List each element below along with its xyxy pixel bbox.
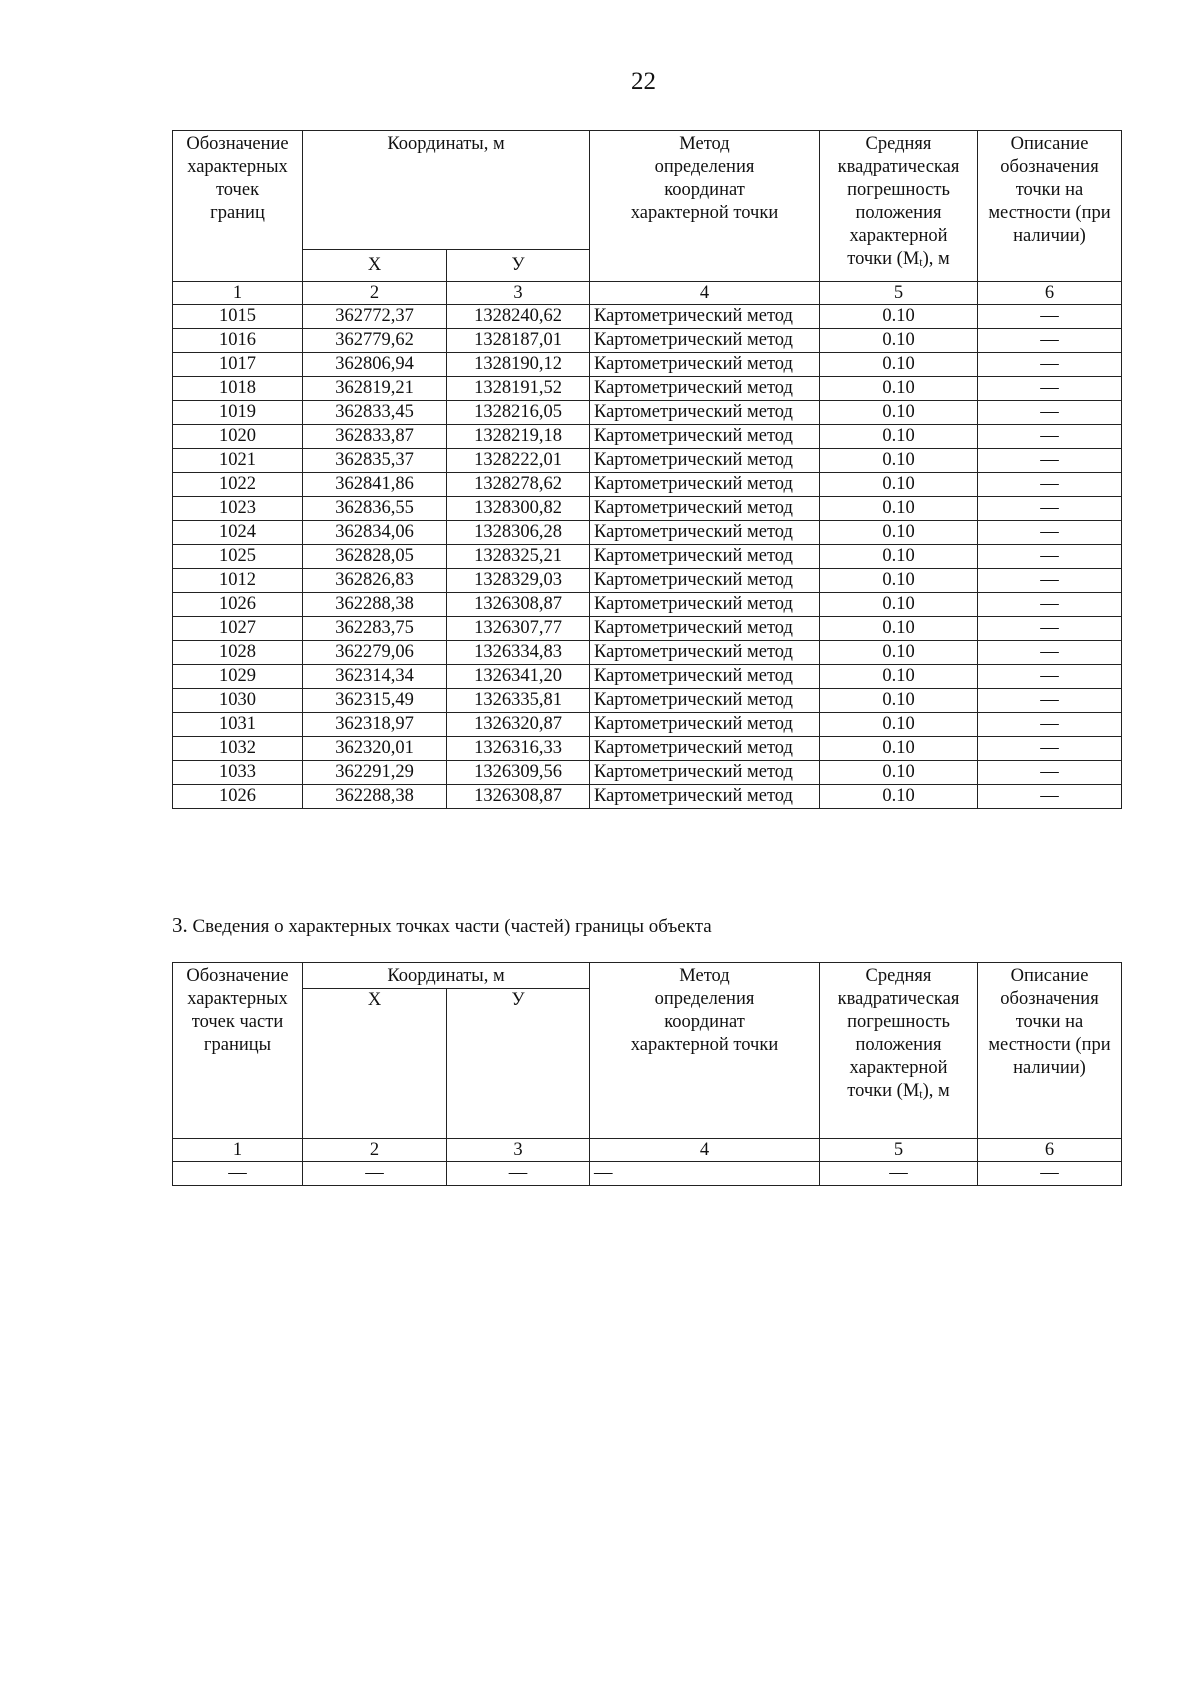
table-row [173,401,1122,425]
cell-method: Картометрический метод [590,593,820,617]
cell-desc: — [978,329,1122,353]
cell-y: 1328190,12 [447,353,590,377]
cell-id: 1023 [173,497,303,521]
cell-desc: — [978,785,1122,809]
cell-method: Картометрический метод [590,737,820,761]
table-row [173,521,1122,545]
cell-x: 362828,05 [303,545,447,569]
section-3-title: 3. Сведения о характерных точках части (частей) границы объекта [172,913,712,937]
cell-err: 0.10 [820,593,978,617]
cell-err: 0.10 [820,785,978,809]
header-coordinates: Координаты, м [303,131,590,250]
cell-method: Картометрический метод [590,545,820,569]
table-row [173,785,1122,809]
table-row [173,665,1122,689]
table-row [173,497,1122,521]
table-row [173,713,1122,737]
cell-y: 1328240,62 [447,305,590,329]
cell-x: 362283,75 [303,617,447,641]
cell-method: Картометрический метод [590,713,820,737]
cell-id: 1028 [173,641,303,665]
cell-err: 0.10 [820,425,978,449]
cell-err: 0.10 [820,521,978,545]
table-row [173,617,1122,641]
cell-desc: — [978,401,1122,425]
cell-y: 1328325,21 [447,545,590,569]
cell-x: 362320,01 [303,737,447,761]
cell-method: Картометрический метод [590,425,820,449]
cell-id: 1025 [173,545,303,569]
cell-id: 1026 [173,593,303,617]
table-row [173,353,1122,377]
header-x: Х [303,250,447,282]
cell-x: 362835,37 [303,449,447,473]
header-y: У [447,989,590,1139]
cell-id: 1022 [173,473,303,497]
cell-x: 362836,55 [303,497,447,521]
cell-y: 1326341,20 [447,665,590,689]
header-description: Описание обозначения точки на местности (при наличии) [978,131,1122,282]
cell-method: Картометрический метод [590,569,820,593]
cell-id: 1019 [173,401,303,425]
cell-id: 1017 [173,353,303,377]
cell-y: 1326308,87 [447,785,590,809]
header-method: Метод определения координат характерной точки [590,131,820,282]
cell-method: — [590,1162,820,1186]
cell-desc: — [978,449,1122,473]
header-point-designation: Обозначение характерных точек части границы [173,963,303,1139]
table-row [173,593,1122,617]
cell-x: 362826,83 [303,569,447,593]
cell-x: 362279,06 [303,641,447,665]
cell-id: 1031 [173,713,303,737]
cell-y: 1326320,87 [447,713,590,737]
cell-x: 362315,49 [303,689,447,713]
cell-err: 0.10 [820,497,978,521]
cell-desc: — [978,497,1122,521]
cell-y: — [447,1162,590,1186]
table-row [173,689,1122,713]
cell-desc: — [978,713,1122,737]
table-row [173,641,1122,665]
table-row [173,545,1122,569]
cell-err: 0.10 [820,377,978,401]
header-y: У [447,250,590,282]
cell-err: 0.10 [820,689,978,713]
cell-id: 1016 [173,329,303,353]
cell-err: 0.10 [820,401,978,425]
table-row [173,329,1122,353]
cell-desc: — [978,305,1122,329]
cell-x: 362772,37 [303,305,447,329]
cell-method: Картометрический метод [590,377,820,401]
page-number: 22 [631,68,656,95]
cell-err: 0.10 [820,641,978,665]
cell-err: 0.10 [820,617,978,641]
cell-method: Картометрический метод [590,401,820,425]
cell-x: 362318,97 [303,713,447,737]
column-numbers-row: 1 2 3 4 5 6 [173,1139,1122,1162]
boundary-part-points-table [172,962,1122,1186]
header-mean-square-error: Средняя квадратическая погрешность положения характерной точки (Мt), м [820,963,978,1139]
cell-method: Картометрический метод [590,521,820,545]
cell-method: Картометрический метод [590,449,820,473]
cell-x: 362291,29 [303,761,447,785]
cell-id: 1012 [173,569,303,593]
cell-err: 0.10 [820,665,978,689]
cell-desc: — [978,569,1122,593]
cell-method: Картометрический метод [590,785,820,809]
cell-y: 1326307,77 [447,617,590,641]
header-method: Метод определения координат характерной точки [590,963,820,1139]
cell-method: Картометрический метод [590,665,820,689]
cell-x: 362314,34 [303,665,447,689]
header-point-designation: Обозначение характерных точек границ [173,131,303,282]
cell-id: 1020 [173,425,303,449]
cell-desc: — [978,593,1122,617]
cell-x: 362841,86 [303,473,447,497]
cell-err: — [820,1162,978,1186]
cell-method: Картометрический метод [590,641,820,665]
cell-desc: — [978,737,1122,761]
table-row [173,425,1122,449]
cell-y: 1328219,18 [447,425,590,449]
cell-y: 1328278,62 [447,473,590,497]
cell-x: 362833,87 [303,425,447,449]
cell-method: Картометрический метод [590,761,820,785]
header-description: Описание обозначения точки на местности (при наличии) [978,963,1122,1139]
cell-x: 362288,38 [303,785,447,809]
cell-y: 1328216,05 [447,401,590,425]
header-x: Х [303,989,447,1139]
cell-err: 0.10 [820,353,978,377]
cell-method: Картометрический метод [590,497,820,521]
cell-x: 362779,62 [303,329,447,353]
cell-method: Картометрический метод [590,353,820,377]
cell-x: — [303,1162,447,1186]
cell-id: 1033 [173,761,303,785]
table-row [173,449,1122,473]
column-numbers-row: 1 2 3 4 5 6 [173,282,1122,305]
cell-method: Картометрический метод [590,689,820,713]
cell-err: 0.10 [820,737,978,761]
table-row [173,305,1122,329]
cell-x: 362833,45 [303,401,447,425]
cell-desc: — [978,689,1122,713]
cell-id: 1030 [173,689,303,713]
cell-id: 1027 [173,617,303,641]
cell-desc: — [978,521,1122,545]
cell-y: 1328306,28 [447,521,590,545]
cell-method: Картометрический метод [590,305,820,329]
boundary-points-table [172,130,1122,809]
cell-y: 1328329,03 [447,569,590,593]
cell-y: 1326334,83 [447,641,590,665]
table-row [173,473,1122,497]
header-coordinates: Координаты, м [303,963,590,989]
cell-x: 362819,21 [303,377,447,401]
cell-desc: — [978,545,1122,569]
cell-desc: — [978,665,1122,689]
cell-x: 362288,38 [303,593,447,617]
cell-id: 1032 [173,737,303,761]
cell-x: 362834,06 [303,521,447,545]
table-row [173,1162,1122,1186]
cell-method: Картометрический метод [590,473,820,497]
cell-y: 1328187,01 [447,329,590,353]
cell-desc: — [978,641,1122,665]
table-row [173,761,1122,785]
cell-method: Картометрический метод [590,617,820,641]
cell-method: Картометрический метод [590,329,820,353]
cell-y: 1326309,56 [447,761,590,785]
cell-desc: — [978,473,1122,497]
cell-desc: — [978,617,1122,641]
cell-desc: — [978,761,1122,785]
cell-err: 0.10 [820,305,978,329]
cell-y: 1326316,33 [447,737,590,761]
cell-id: 1018 [173,377,303,401]
cell-id: 1029 [173,665,303,689]
table-row [173,569,1122,593]
header-mean-square-error: Средняя квадратическая погрешность положения характерной точки (Мt), м [820,131,978,282]
table-row [173,377,1122,401]
cell-desc: — [978,425,1122,449]
cell-desc: — [978,353,1122,377]
cell-y: 1328222,01 [447,449,590,473]
cell-id: 1015 [173,305,303,329]
cell-id: 1021 [173,449,303,473]
cell-id: — [173,1162,303,1186]
cell-id: 1026 [173,785,303,809]
cell-desc: — [978,377,1122,401]
cell-x: 362806,94 [303,353,447,377]
cell-id: 1024 [173,521,303,545]
cell-y: 1328191,52 [447,377,590,401]
cell-err: 0.10 [820,329,978,353]
cell-err: 0.10 [820,473,978,497]
cell-err: 0.10 [820,569,978,593]
cell-desc: — [978,1162,1122,1186]
cell-err: 0.10 [820,545,978,569]
cell-y: 1328300,82 [447,497,590,521]
cell-err: 0.10 [820,713,978,737]
cell-y: 1326335,81 [447,689,590,713]
table-row [173,737,1122,761]
cell-y: 1326308,87 [447,593,590,617]
cell-err: 0.10 [820,449,978,473]
cell-err: 0.10 [820,761,978,785]
